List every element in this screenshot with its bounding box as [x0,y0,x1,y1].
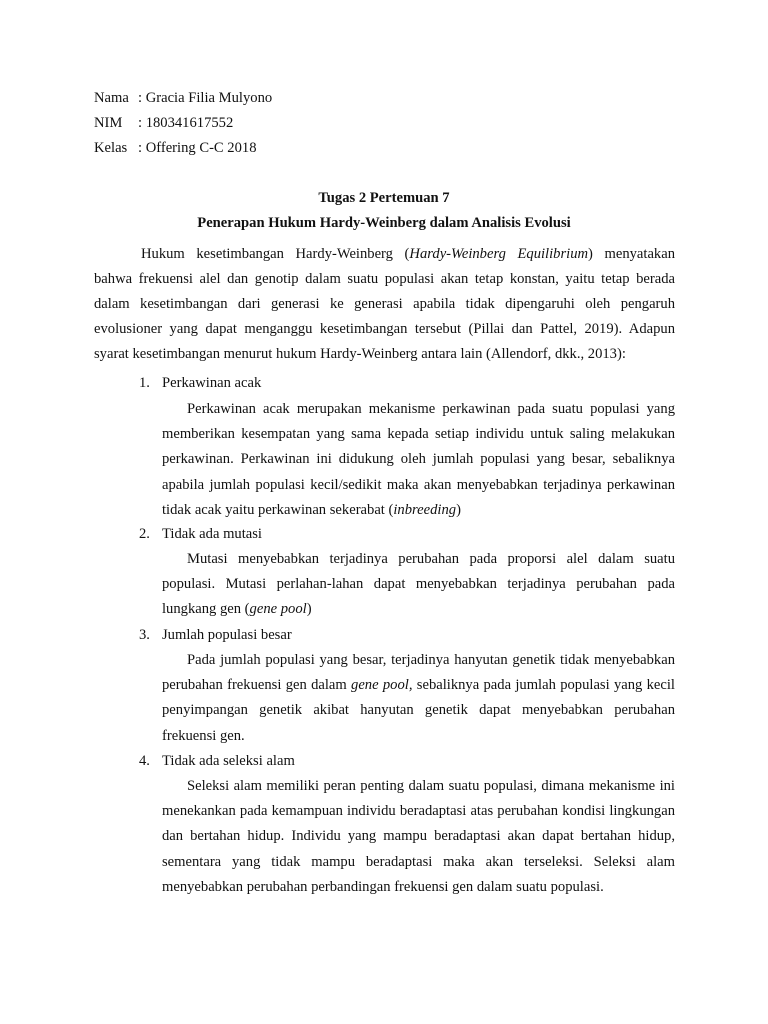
item-title-2 [139,522,262,547]
student-info [94,86,272,161]
info-value: : Offering C-C 2018 [138,140,257,156]
item-italic-term: gene pool, [351,677,413,694]
item-body-text: Perkawinan acak merupakan mekanisme perkawinan pada suatu populasi yang memberikan kesempatan yang sama kepada setiap individu untuk saling melakukan perkawinan. Perkawinan ini didukung oleh jumlah populasi yang besar, sebaliknya apabila jumlah populasi kecil/sedikit maka akan menyebabkan terjadinya perkawinan tidak acak yaitu perkawinan sekerabat ( [162,401,675,518]
item-body-text: Seleksi alam memiliki peran penting dalam suatu populasi, dimana mekanisme ini menekankan pada kemampuan individu beradaptasi atas perubahan kondisi lingkungan dan bertahan hidup. Individu yang mampu beradaptasi akan dapat bertahan hidup, sementara yang tidak mampu beradaptasi maka akan terseleksi. Seleksi alam menyebabkan perubahan perbandingan frekuensi gen dalam suatu populasi. [162,778,675,895]
item-title-text: Tidak ada seleksi alam [162,753,295,769]
intro-text-rest: ) menyatakan bahwa frekuensi alel dan genotip dalam suatu populasi akan tetap konstan, yaitu tetap berada dalam kesetimbangan dari generasi ke generasi apabila tidak dipengaruhi oleh pengaruh evolusioner yang dapat menganggu kesetimbangan tersebut (Pillai dan Pattel, 2019). Adapun syarat kesetimbangan menurut hukum Hardy-Weinberg antara lain (Allendorf, dkk., 2013): [94,246,675,362]
item-body-text: Pada jumlah populasi yang besar, terjadinya hanyutan genetik tidak menyebabkan perubahan frekuensi gen dalam [162,652,675,694]
info-label: NIM [94,115,123,131]
item-number: 2. [139,526,150,542]
item-body-text-rest: ) [306,601,312,618]
info-row-nama [94,86,272,111]
info-row-nim [94,111,272,136]
item-italic-term: inbreeding [393,501,457,518]
item-number: 1. [139,375,150,391]
document-title [0,186,768,236]
item-title-1 [139,371,261,396]
item-number: 3. [139,627,150,643]
item-body-4 [162,774,675,900]
item-body-text-rest: sebaliknya pada jumlah populasi yang kecil penyimpangan genetik akibat hanyutan genetik dapat menyebabkan perubahan frekuensi gen. [162,677,675,744]
intro-paragraph [94,242,675,367]
title-line-1: Tugas 2 Pertemuan 7 [318,190,450,206]
item-body-2 [162,547,675,623]
item-title-3 [139,623,292,648]
item-number: 4. [139,753,150,769]
intro-italic-term: Hardy-Weinberg Equilibrium [409,246,589,262]
info-label: Nama [94,90,129,106]
item-title-text: Jumlah populasi besar [162,627,292,643]
info-value: : Gracia Filia Mulyono [138,90,273,106]
item-italic-term: gene pool [249,601,307,618]
item-body-3 [162,648,675,749]
intro-text: Hukum kesetimbangan Hardy-Weinberg ( [141,246,410,262]
info-value: : 180341617552 [138,115,234,131]
item-title-text: Tidak ada mutasi [162,526,262,542]
item-body-text-rest: ) [456,501,461,518]
item-body-1 [162,397,675,523]
item-body-text: Mutasi menyebabkan terjadinya perubahan pada proporsi alel dalam suatu populasi. Mutasi perlahan-lahan dapat menyebabkan terjadinya perubahan pada lungkang gen ( [162,551,675,618]
info-label: Kelas [94,140,128,156]
item-title-text: Perkawinan acak [162,375,262,391]
title-line-2: Penerapan Hukum Hardy-Weinberg dalam Analisis Evolusi [197,215,571,231]
info-row-kelas [94,136,272,161]
item-title-4 [139,749,295,774]
